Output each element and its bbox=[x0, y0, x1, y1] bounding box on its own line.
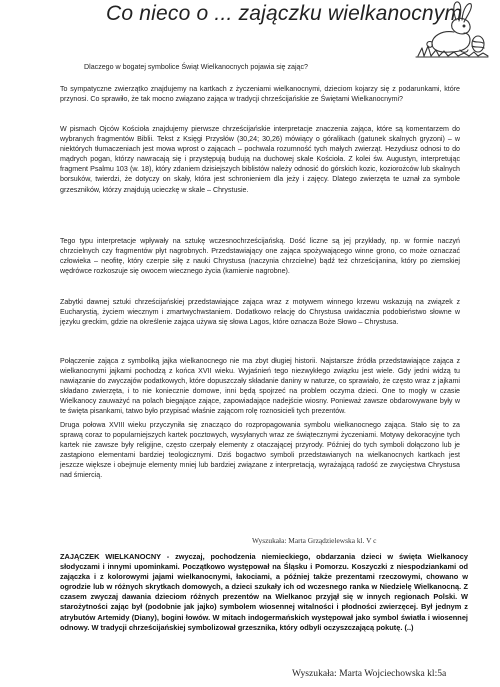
paragraph: Połączenie zająca z symboliką jajka wielkanocnego nie ma zbyt długiej historii. Najstarsze źródła przedstawiające zająca z wielkanocnymi jajkami pochodzą z końca XVII wieku. Wyjaśnień tego niezwykłego związku jest wiele. Gdy jedni widzą tu nawiązanie do zwyczajów podatkowych, które dopuszczały składanie daniny w naturze, co sprawiało, że często wraz z jajkami składano zwierzęta, i to nie koniecznie domowe, inni będą spojrzeć na problem oczyma dzieci. One to mogły w czasie Wielkanocy zauważyć na polach biegające zające, zapowiadające nadejście wiosny. Ponieważ zawsze obdarowywane były w te święta pisankami, tatwo było przypisać właśnie zającom rolę roznosicieli tych prezentów. bbox=[60, 357, 460, 416]
paragraph: W pismach Ojców Kościoła znajdujemy pierwsze chrześcijańskie interpretacje znaczenia zająca, które są komentarzem do wybranych fragmentów Biblii. Tekst z Księgi Przysłów (30,24; 30,26) mówiący o góralikach (gatunek skalnych gryzoni) – w niektórych tłumaczeniach jest mowa wprost o zającach – pochwala rozumność tych małych zwierząt. Hezydiusz odnosi to do mądrych pogan, którzy nawracają się i przystępują budują na duchowej skale Kościoła. Z kolei św. Augustyn, interpretując fragment Psalmu 103 (w. 18), który zdaniem dzisiejszych biblistów należy odnosić do górskich kozic, koziorożców lub skalnych borsuków, twierdzi, że dotyczy on skały, która jest schronieniem dla jeży i zajęcy. Dlatego zwierzęta te uznał za symbole grzeszników, którzy znajdują ucieczkę w skale – Chrystusie. bbox=[60, 125, 460, 194]
paragraph: Zabytki dawnej sztuki chrześcijańskiej przedstawiające zająca wraz z motywem winnego krzewu wskazują na związek z Eucharystią, życiem wiecznym i zmartwychwstaniem. Dodatkowo relację do Chrystusa uwidacznia podobieństwo słowne w języku greckim, gdzie na określenie zająca używa się słowa Lagos, które oznacza Boże Słowo – Chrystusa. bbox=[60, 298, 460, 327]
paragraph: Druga połowa XVIII wieku przyczyniła się znacząco do rozpropagowania symbolu wielkanocnego zająca. Stało się to za sprawą coraz to popularniejszych kartek pocztowych, wysyłanych wraz ze świątecznymi życzeniami. Motywy dekoracyjne tych kartek nie zawsze były religijne, często czerpały elementy z otaczającej przyrody. Później do tych symboli dołączono lub je zastąpiono elementami bardziej teologicznymi. Dziś bogactwo symboli przedstawianych na wielkanocnych kartkach jest jeszcze większe i obejmuje elementy mniej lub bardziej związane z interpretacją, wyrażającą radość ze zwycięstwa Chrystusa nad śmiercią. bbox=[60, 421, 460, 480]
intro-question: Dlaczego w bogatej symbolice Świąt Wielkanocnych pojawia się zając? bbox=[84, 63, 308, 71]
page-title: Co nieco o ... zajączku wielkanocnym bbox=[106, 2, 463, 25]
definition-paragraph bbox=[60, 552, 468, 633]
paragraph: Tego typu interpretacje wpływały na sztukę wczesnochrześcijańską. Dość liczne są jej przykłady, np. w formie naczyń chrzcielnych czy fragmentów płyt nagrobnych. Przedstawiający one zająca spożywającego winne grono, co może oznaczać człowieka – neofitę, który czerpie siłę z nauki Chrystusa (naczynia chrzcielne) bądź też chrześcijanina, który po ziemskiej wędrówce rozkoszuje się owocem wiecznego życia (kamienie nagrobne). bbox=[60, 237, 460, 276]
definition-text: - zwyczaj, pochodzenia niemieckiego, obdarzania dzieci w święta Wielkanocy słodyczami i innymi upominkami. Początkowo występował na Śląsku i Pomorzu. Koszyczki z niespodziankami od zajączka i z kolorowymi jajami wielkanocnymi, łakociami, a później także prezentami rzeczowymi, chowano w ogrodzie lub w różnych skrytkach domowych, a dzieci szukały ich od wczesnego ranka w Niedzielę Wielkanocną. Z czasem zwyczaj dawania dzieciom różnych prezentów na Wielkanoc przyjął się w innych regionach Polski. W starożytności zając był (podobnie jak jajko) symbolem wiosennej witalności i płodności zwierzęcej. Był jednym z atrybutów Artemidy (Diany), bogini łowów. W mitach indogermańskich występował jako symbol światła i wiosennej odnowy. W tradycji chrześcijańskiej symbolizował grzesznika, który odbyli oczyszczającą pokutę. (..) bbox=[60, 552, 468, 632]
author-signature: Wyszukała: Marta Grządzielewska kl. V c bbox=[252, 536, 377, 545]
definition-term: ZAJĄCZEK WIELKANOCNY bbox=[60, 552, 161, 561]
paragraph: To sympatyczne zwierzątko znajdujemy na kartkach z życzeniami wielkanocnymi, dzieciom kojarzy się z podarunkami, które przynosi. Co sprawiło, że tak mocno związano zająca w tradycji chrześcijańskie ze Świętami Wielkanocnymi? bbox=[60, 85, 460, 104]
author-signature: Wyszukała: Marta Wojciechowska kl:5a bbox=[292, 668, 447, 679]
easter-bunny-illustration bbox=[412, 0, 490, 58]
